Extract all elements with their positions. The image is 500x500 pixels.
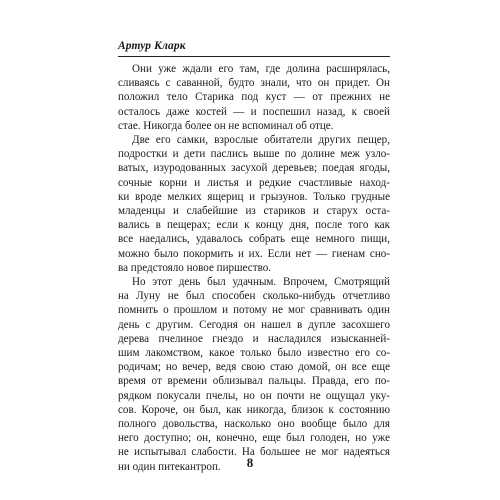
- text-line: Две его самки, взрослые обитатели других пещер,: [132, 134, 390, 147]
- text-line: время от времени облизывал пальцы. Правда, его по-: [118, 375, 390, 388]
- text-line: ки вроде мелких ящериц и грызунов. Только грудные: [118, 190, 390, 203]
- text-line: ни один питекантроп.: [118, 460, 221, 473]
- text-line: сов. Короче, он был, как никогда, близок к состоянию: [118, 403, 390, 416]
- text-line: на Луну не был способен сколько-нибудь отчетливо: [118, 290, 390, 303]
- text-line: рядком покусали пчелы, но он почти не ощущал уку-: [118, 389, 390, 402]
- page-number: 8: [246, 455, 254, 470]
- text-line: вались в пещерах; если к концу дня, после того как: [118, 219, 390, 232]
- text-line: стае. Никогда более он не вспоминал об отце.: [118, 119, 334, 132]
- running-head-author: Артур Кларк: [118, 40, 186, 52]
- text-line: не испытывал слабости. На большее не мог надеяться: [118, 446, 390, 459]
- text-line: осталось даже костей — и поспешил назад, к своей: [118, 105, 390, 118]
- text-line: сочные корни и листья и редкие счастливые наход-: [118, 176, 390, 189]
- text-line: ватых, изуродованных засухой деревьев; поедая ягоды,: [118, 162, 390, 175]
- text-line: дерева пчелиное гнездо и насладился изысканней-: [118, 332, 390, 345]
- body-text: [118, 62, 390, 474]
- text-line: подростки и дети паслись выше по долине меж узло-: [118, 148, 390, 161]
- text-line: сливаясь с саванной, будто знали, что он придет. Он: [118, 77, 390, 90]
- header-rule: [118, 56, 390, 57]
- text-line: шим лакомством, какое только было известно его со-: [118, 347, 390, 360]
- text-line: ва предстояло новое пиршество.: [118, 261, 272, 274]
- text-line: можно было покормить и их. Если нет — гиенам сно-: [118, 247, 390, 260]
- text-line: положил тело Старика под куст — от прежних не: [118, 91, 390, 104]
- text-line: младенцы и слабейшие из стариков и старух оста-: [118, 205, 390, 218]
- text-line: полного довольства, насколько оно вообще было для: [118, 418, 390, 431]
- text-line: Но этот день был удачным. Впрочем, Смотрящий: [132, 276, 390, 289]
- text-line: него доступно; он, конечно, еще был голоден, но уже: [118, 432, 390, 445]
- text-line: помнить о прошлом и потому не мог сравнивать один: [118, 304, 390, 317]
- text-line: Они уже ждали его там, где долина расширялась,: [132, 63, 390, 75]
- text-line: родичам; но вечер, ведя свою стаю домой, он все еще: [118, 361, 390, 374]
- text-line: день с другим. Сегодня он нашел в дупле засохшего: [118, 318, 390, 331]
- text-line: все наедались, удавалось собрать еще немного пищи,: [118, 233, 390, 246]
